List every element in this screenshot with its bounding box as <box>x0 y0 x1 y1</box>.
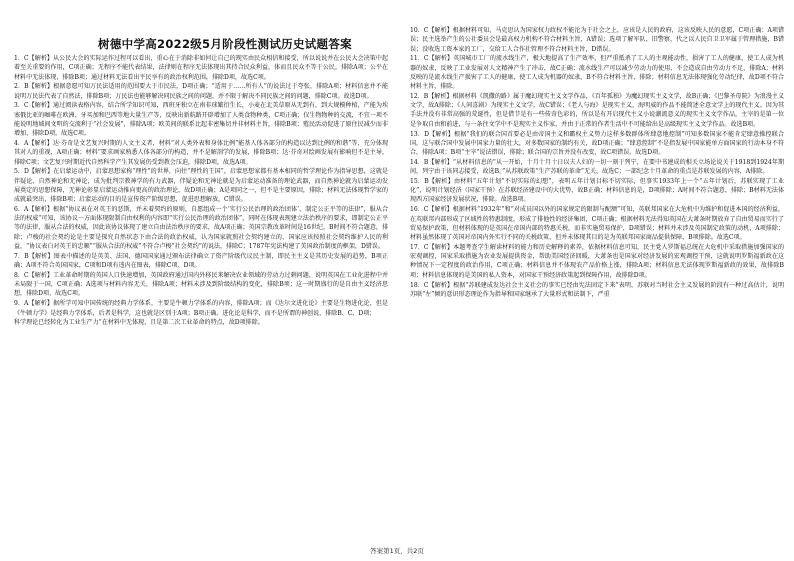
left-answer-paragraph: 4．A【解析】达·芬奇是文艺复兴时期的人文主义者，材料“对人类外表和身体比例”能基人体各部分的构造以达到比例的和谐”等，充分体现其对人的重视，A项正确；材料“要求画家熟悉人体各部分的构造，并不是解剖学的发展，排除B项；达·芬奇对绘画发展有影响但不是主导，排除C项；文艺复兴时期近代自然科学产生其发展仍受到教会压迫，排除D项，故选A项。 <box>14 140 388 166</box>
right-answer-paragraph: 18．C【解析】根据“苏联建成发达社会主义社会的事实已经由宪法固定下来”表明，苏联对当时社会主义发展的阶段有一种过高估计，说明苏联“左”倾的意识形态理论作为指导和国家继承了大量形式和法制下，严重 <box>410 281 784 298</box>
page-title: 树德中学高2022级5月阶段性测试历史试题答案 <box>98 37 352 51</box>
right-column <box>410 26 784 538</box>
left-answer-paragraph: 3．C【解析】通过阅读表格内容，结合所学知识可知，西班牙独立在南非球繁衍生长，小麦在北美草原从无到有，到大规模种植，产能为埃塞俄比亚的咖啡在欧洲、牙买加和巴西等地大量生产等，反映出新航路开辟增加了人类食物种类，C项正确；仅生物物种的交流，不宜一项不能说明地域间文明的交流利于“社会发展”，排除A项；欧美间的联系比起非密集切并非材料主旨，排除B项；殖民活动促进了原住民减少而非增加，排除D项。故选C项。 <box>14 102 388 138</box>
right-answer-paragraph: 11．C【解析】英国城市工厂的流水线生产，极大地提高了生产效率，但严重抵杀了工人的主观能动性，损害了工人的健康，使工人成为机器的奴隶，反映了工业发展对人文精神产生了冲击，故C正确；流水线生产可以减少劳动力的使用，不会造成自由劳动力不足，排除A；材料反映的是流水线生产损害了工人的健康，使工人成为机器的奴隶，B不符合材料主旨，排除；材料信息无法体现强化劳动纪律，故D项不符合材料主旨，排除。 <box>410 55 784 91</box>
right-answer-paragraph: 12．B【解析】根据材料《凯撒的路》属于魔幻现实主义文学作品，《百年孤独》为魔幻现实主义文学，故B正确；《巴黎圣母院》为浪漫主义文学，故A排除；《人间喜剧》为现实主义文学，故C错误；《老人与海》是现实主义，海明威的作品不能简述全意文学上的现代主义。因为其手法并没有非常高强的荒诞性，但是借节是有一些传奇色彩的，所以是有开启现代主义小说潮流意义的现实主义文学作品，主宰的是第一位是争取自由和前进，与一条往文学中不是现实主义作家，并由于正常的作者生活中不可能给出是高级现实主义文学作品。故选B项。 <box>410 92 784 128</box>
right-answer-paragraph: 14．B【解析】“从材料信息的“从一开始，十月十月十日以夫人妇的一切一刻于列宁，在要中书建成的相关立场论说关于1918到1924年期间，列宁由于该同志接受，故选B。”从苏联政策“生产苏联的革命”无关，故选C；一部纪念十月革命的重点是苏联发展的内容，A排除。 <box>410 158 784 176</box>
left-answer-paragraph: 2．B【解析】根据意愿可知万民法适用的范围要大于市民法，D项正确；“适用于……所有人”的说法过于夸张，排除A项；材料信息并不能说明万民法代表了自然法，排除B项；万民法也能够解决同民族之间的问题，并不限于解决不同民族之间的问题，排除C项。故选D项。 <box>14 83 388 100</box>
left-answer-paragraph: 9．A【解析】据所学可知中国传统的经典力学体系，主要是牛顿力学体系的内容，排除A项；而《达尔文进化论》主要是生物进化论，但是《牛顿力学》是经典力学体系，后者是科学，这也就是区别于A项；B项正确。进化论是科学，而不是所谓的神创说，排除B、C、D项； <box>14 300 388 317</box>
right-answer-paragraph: 16．C【解析】根据材料“1932年”和“对成员国以外的国家规定的限制与配额”可知，英联邦国家在大危机中为维护和促进本国的经济利益，在英联邦内部形成了区域性的特惠制度，形成了排他性的经济集团，C项正确；根据材料无法得知英国在大萧条时期放弃了自由贸易而实行了贸易保护政策，但材料体现的是英国在帝国内部的特惠关税，而非实施贸易保护，D项错误；材料并未涉及英国制定政策的动机，A项排除；材料虽然体现了英国对帝国内外实行不同的关税政策，但并未体现其目的是为英联邦国家商品提供保障，B项排除。故选C项。 <box>410 206 784 242</box>
left-answer-paragraph: 6．A【解析】根据“协议表在对英王的恶斯，并未着契约的原则，自愿组成一个‘实行公民治理的政治团体’，制定公正平等的法律”，服从合法的权威“可知，该协议一方面体现限制自由权利的内容即“实行公民治理的政治团体”，同时在体现表现建立法治秩序的要求，即制定公正平等的法律，服从合法的权威，因此该协议体现了建立自由法治秩序的要求，故A项正确；英国宗教改革时间是16世纪，B时间不符合题意，排除；卢梭的社会契约论是主要是探究自然状态下由合法的政治权威，认为国家就照社会契约建立的，国家应该按照社会契约维护人民的利益，“协议表白对英王的忠顺”“服从合法的权威”不符合卢梭“社会契约”的说法，排除C；1787年宪法构建了美国政治制度的框架，D错误。 <box>14 205 388 250</box>
right-answer-paragraph: 10．C【解析】根据材料可知，马克思认为国家权力政权不能沦为于社会之上，应该是人民的政府，这该反映人民的意愿，C项正确；A项错误；民主选举产生的公社委员会是最高权力机构不符合材料主旨，A错误；选项了解军队、旧警察，代之以人民自卫卫军属于管理措施，B错误；没收选工资本家的工厂，交给工人合作社管理不符合材料主旨，D错误。 <box>410 27 784 53</box>
right-answer-paragraph: 15．B【解析】由材料“五年计划”不切实际的幻想”，表明五年计划目标不切实际，但事实1933年上一个“五年计划后，苏联实现了工业化”，说明计划经济（国家干预）在苏联经济建设中的大优势，故B正确；材料信息的是，D项排除；A时间不符合题意，排除；B材料无法体现西方国家经济发展状况，排除。故选B项。 <box>410 177 784 204</box>
left-answer-paragraph: 5．D【解析】在启蒙运动中，启蒙思想家称“理性”的世界，向往“理性的王国”，启蒙思想家都有基本相同的哲学理论作为指导思想，这就是伴疑论、自然神论和无神论，成为批判宗教神学的有力武器，伴疑论和无神论就是为启蒙运动准备的理论武器，而自然神论就为启蒙运动发展奠定的思想保障，无神论彰显启蒙运动推向更高的政治理论，故D项正确；A是项同之一，但不是主要原因，排除；材料无法体现哲学家的成就最突出，排除B项；启蒙运动的目的是宣传资产阶级思想，促进思想解放，C错误。 <box>14 168 388 204</box>
right-answer-paragraph: 17．C【解析】本题考查学生解读材料的能力和历史解释的素养，依据材料信息可知，民主党人罗斯福总统在大危机中采取措施加强国家的宏观调控，国家采取措施为农业发展提供资金，帮助美国经济回暖，大萧条也是国家对经济发展的宏观调控干预，这就说明罗斯福新政在这种情况下一定程度的政治作用，C项正确；材料信息并不体现农产品价格上涨，排除A项；材料信息无法体现罗斯福新政的效果，故排除B项；材料信息体现的是美国的私人资本，对国家干预经济政策起到保障作用，故排除D项。 <box>410 243 784 279</box>
left-answer-paragraph: 7．B【解析】图表中描述的是英美、法国、德国国家通过颁布法律确立了资产阶级代议民主制，即民主主义是其历史发展的趋势，B项正确；A项不符合英国国家，C项和D项有违内在图表，排除C项、D项。 <box>14 252 388 270</box>
left-answer-paragraph: 1．C【解析】从公民大会的实际运作过程可以看出，重心在于消除非如何让自己的现实由民众相信和接受，所以说说并在公民大会决策中起着至关重要的作用，C项正确；无程序不能代表结果，法律则在程序无法体现出其持合民众利益，体而且民众不等于公民，排除A项；公平在材料中无法体现，排除B项；通过材料无法看出平民享有的政治权利范围，排除D项，故选C项。 <box>14 55 388 81</box>
right-answer-paragraph: 13．D【解析】根据“我们的联合国首要必是由帝国主义和霸权主义势力这样多数群体所肆意地控制”可知多数国家不能肯定肆意操控联合国，这与联合国中发展中国家力量的壮大，对多数国家的制约有关，故D项正确；“肆意控制”不是指发展中国家能单方面国家的行动本身不符合，排除A项；B项“主宰”说法错误，排除；联合国的宗旨并没有改变，故C项错误。故选D项。 <box>410 130 784 157</box>
left-answer-paragraph: 8．C【解析】工业革命时期的英国人口快速增加，英国政府通过国内外移民来解决农业领域的劳动力过剩问题，说明英国在工业化进程中并未局限于一国，C项正确；A选项与材料内容无关，排除A项；材料未涉及到阶级结构的变化，排除B项；这一时期盛行的是自由主义经济思想，排除D项，故选C项。 <box>14 271 388 298</box>
left-column <box>14 54 388 554</box>
page-footer: 答案第1页，共2页 <box>370 547 424 555</box>
left-answer-paragraph: 科学理论已经转化为工业生产力“在材料中无体现，且是第二次工业革命的特点，故D项排除。 <box>14 319 264 327</box>
